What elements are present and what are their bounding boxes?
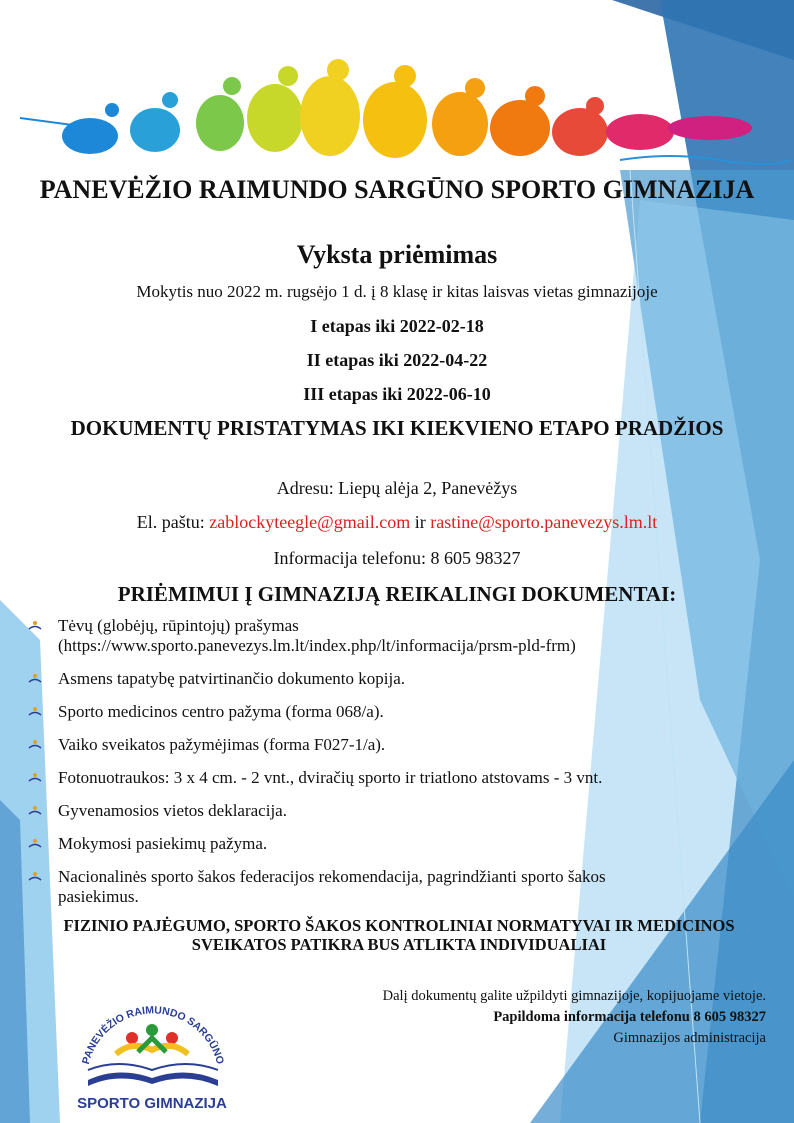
doc-item-text: Tėvų (globėjų, rūpintojų) prašymas: [58, 616, 299, 635]
doc-item-text: Sporto medicinos centro pažyma (forma 068/a).: [58, 702, 384, 721]
email-joiner: ir: [414, 512, 426, 532]
book-bullet-icon: [28, 837, 42, 849]
required-docs-heading: PRIĖMIMUI Į GIMNAZIJĄ REIKALINGI DOKUMENTAI:: [117, 582, 677, 606]
athletes-banner-image: [20, 48, 790, 168]
email-label: El. paštu:: [136, 512, 205, 532]
doc-item-medical-certificate: [28, 702, 718, 722]
school-name-title: PANEVĖŽIO RAIMUNDO SARGŪNO SPORTO GIMNAZIJA: [39, 175, 755, 204]
book-bullet-icon: [28, 870, 42, 882]
logo-name-text: SPORTO GIMNAZIJA: [77, 1095, 227, 1112]
doc-item-health-certificate: [28, 735, 718, 755]
doc-item-link[interactable]: (https://www.sporto.panevezys.lm.lt/index.php/lt/informacija/prsm-pld-frm): [58, 636, 576, 655]
address-line: Adresu: Liepų alėja 2, Panevėžys: [276, 478, 518, 498]
doc-item-learning-achievements: [28, 834, 718, 854]
doc-item-parents-request: [28, 616, 718, 656]
doc-item-identity-copy: [28, 669, 718, 689]
admission-headline: Vyksta priėmimas: [296, 240, 498, 269]
stage-2: II etapas iki 2022-04-22: [306, 350, 488, 370]
footer-line-3: Gimnazijos administracija: [613, 1030, 766, 1046]
doc-item-federation-recommendation: [28, 867, 718, 907]
email-link-1[interactable]: zablockyteegle@gmail.com: [209, 512, 411, 532]
required-docs-list: [28, 616, 718, 920]
book-bullet-icon: [28, 771, 42, 783]
doc-item-text: Fotonuotraukos: 3 x 4 cm. - 2 vnt., dviračių sporto ir triatlono atstovams - 3 vnt.: [58, 768, 603, 787]
stage-1: I etapas iki 2022-02-18: [310, 316, 484, 336]
email-link-2[interactable]: rastine@sporto.panevezys.lm.lt: [430, 512, 658, 532]
doc-item-text: Mokymosi pasiekimų pažyma.: [58, 834, 268, 853]
stage-3: III etapas iki 2022-06-10: [303, 384, 491, 404]
logo-arc-text: PANEVĖŽIO RAIMUNDO SARGŪNO: [79, 1004, 227, 1066]
book-bullet-icon: [28, 705, 42, 717]
individual-testing-notice: FIZINIO PAJĖGUMO, SPORTO ŠAKOS KONTROLINIAI NORMATYVAI IR MEDICINOS SVEIKATOS PATIKRA BUS ATLIKTA INDIVIDUALIAI: [63, 916, 735, 954]
doc-item-text: Vaiko sveikatos pažymėjimas (forma F027-1/a).: [58, 735, 386, 754]
email-line: [30, 512, 764, 533]
footer-line-1: Dalį dokumentų galite užpildyti gimnazijoje, kopijuojame vietoje.: [382, 988, 766, 1004]
book-bullet-icon: [28, 804, 42, 816]
documents-deadline-heading: DOKUMENTŲ PRISTATYMAS IKI KIEKVIENO ETAPO PRADŽIOS: [70, 416, 724, 440]
school-logo: [68, 990, 238, 1115]
doc-item-text: Nacionalinės sporto šakos federacijos rekomendacija, pagrindžianti sporto šakos: [58, 867, 606, 886]
doc-item-photos: [28, 768, 718, 788]
doc-item-text: Asmens tapatybę patvirtinančio dokumento kopija.: [58, 669, 406, 688]
book-bullet-icon: [28, 672, 42, 684]
doc-item-residence-declaration: [28, 801, 718, 821]
doc-item-text: Gyvenamosios vietos deklaracija.: [58, 801, 287, 820]
footer-line-2: Papildoma informacija telefonu 8 605 98327: [493, 1009, 766, 1025]
doc-item-subtext: pasiekimus.: [58, 887, 139, 906]
book-bullet-icon: [28, 619, 42, 631]
book-bullet-icon: [28, 738, 42, 750]
phone-info-line: Informacija telefonu: 8 605 98327: [273, 548, 521, 568]
intro-text: Mokytis nuo 2022 m. rugsėjo 1 d. į 8 klasę ir kitas laisvas vietas gimnazijoje: [136, 282, 658, 301]
